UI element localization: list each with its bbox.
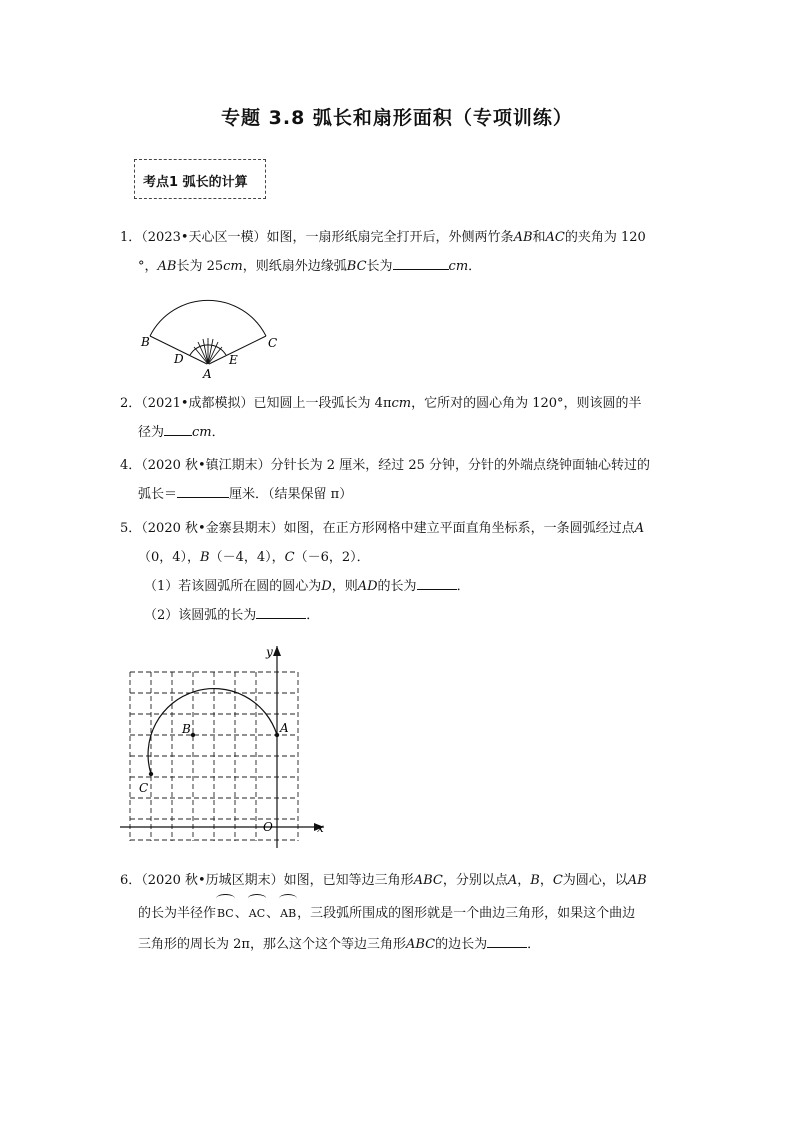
label-c: C	[139, 781, 149, 795]
unit-cm: cm	[391, 396, 412, 411]
var-b: B	[530, 873, 540, 888]
answer-blank[interactable]	[164, 421, 192, 436]
arc-ac: AC	[248, 899, 266, 928]
var-ab: AB	[627, 873, 647, 888]
question-source: （2020 秋•历城区期末）	[141, 873, 284, 888]
var-a: A	[634, 521, 645, 536]
circular-arc	[148, 689, 277, 774]
question-2	[120, 389, 680, 447]
question-5	[120, 514, 680, 630]
question-source: （2020 秋•金寨县期末）	[141, 521, 284, 536]
question-text: ．	[211, 425, 225, 440]
label-b: B	[182, 722, 191, 736]
question-text: ，它所对的圆心角为 120°，则该圆的半	[411, 396, 642, 411]
answer-blank[interactable]	[256, 604, 306, 619]
question-number: 1．	[120, 230, 142, 245]
question-number: 2．	[120, 396, 142, 411]
question-text: 和	[532, 230, 546, 245]
var-abc: ABC	[413, 873, 443, 888]
question-text: （0，4），	[138, 550, 201, 565]
point-c	[149, 772, 153, 776]
question-text: ，	[517, 873, 531, 888]
question-1	[120, 223, 680, 281]
question-text: 长为 25	[176, 259, 224, 274]
var-b: B	[200, 550, 210, 565]
label-origin: O	[263, 820, 273, 834]
label-e: E	[229, 353, 238, 367]
label-a: A	[280, 721, 289, 735]
question-text: ，则纸扇外边缘弧	[242, 259, 347, 274]
question-6	[120, 866, 680, 959]
label-y: y	[266, 645, 273, 659]
question-text: 三角形的周长为 2π，那么这个这个等边三角形	[138, 937, 406, 952]
answer-blank[interactable]	[487, 933, 527, 948]
arc-bc: BC	[216, 899, 235, 928]
question-text: 、	[266, 906, 280, 921]
question-text: 的夹角为 120	[564, 230, 646, 245]
question-text: （－4，4），	[209, 550, 285, 565]
var-abc: ABC	[405, 937, 436, 952]
question-text: ．	[527, 937, 541, 952]
question-text: 长为	[366, 259, 393, 274]
question-text: ．	[468, 259, 482, 274]
question-text: ．	[456, 579, 470, 594]
question-text: ，分别以点	[442, 873, 508, 888]
label-c: C	[268, 336, 278, 350]
question-number: 4．	[120, 458, 142, 473]
question-text: 分针长为 2 厘米，经过 25 分钟，分针的外端点绕钟面轴心转过的	[270, 458, 651, 473]
y-axis-arrow	[273, 646, 281, 656]
var-ac: AC	[545, 230, 565, 245]
question-text: 弧长＝	[138, 487, 178, 502]
answer-blank[interactable]	[417, 575, 457, 590]
question-text: （2）该圆弧的长为	[144, 608, 257, 623]
label-b: B	[141, 335, 150, 349]
var-ab: AB	[157, 259, 177, 274]
question-source: （2021•成都模拟）	[141, 396, 254, 411]
question-text: ，则	[331, 579, 358, 594]
point-b	[191, 733, 195, 737]
question-number: 6．	[120, 873, 142, 888]
var-ab: AB	[513, 230, 533, 245]
arc-ab: AB	[279, 899, 297, 928]
question-text: 径为	[138, 425, 165, 440]
question-text: 的边长为	[435, 937, 488, 952]
fan-outer-arc	[150, 300, 266, 336]
var-bc: BC	[346, 259, 367, 274]
question-source: （2020 秋•镇江期末）	[141, 458, 271, 473]
unit-cm: cm	[192, 425, 212, 440]
question-number: 5．	[120, 521, 142, 536]
section-label: 考点1 弧长的计算	[143, 175, 248, 190]
var-ad: AD	[357, 579, 378, 594]
question-text: 已知圆上一段弧长为 4π	[253, 396, 392, 411]
point-a	[275, 733, 279, 737]
question-text: 、	[234, 906, 248, 921]
question-text: 为圆心，以	[562, 873, 628, 888]
question-4	[120, 451, 680, 509]
answer-blank[interactable]	[177, 483, 229, 498]
question-text: （－6，2）．	[294, 550, 370, 565]
question-text: 如图，一扇形纸扇完全打开后，外侧两竹条	[266, 230, 514, 245]
var-d: D	[321, 579, 332, 594]
question-text: 如图，已知等边三角形	[283, 873, 414, 888]
unit-cm: cm	[223, 259, 243, 274]
var-a: A	[507, 873, 518, 888]
var-c: C	[552, 873, 563, 888]
question-text: ．	[306, 608, 320, 623]
question-text: ，三段弧所围成的图形就是一个曲边三角形，如果这个曲边	[297, 906, 636, 921]
answer-blank[interactable]	[393, 255, 449, 270]
grid-figure	[116, 640, 336, 850]
label-a: A	[203, 367, 212, 380]
grid-lines	[130, 672, 298, 841]
page-title: 专题 3.8 弧长和扇形面积（专项训练）	[221, 107, 573, 129]
question-text: °，	[138, 259, 158, 274]
label-x: x	[317, 821, 324, 835]
section-box	[134, 159, 266, 199]
question-text: 的长为	[377, 579, 417, 594]
question-text: 厘米．（结果保留 π）	[229, 487, 353, 502]
question-text: 的长为半径作	[138, 906, 217, 921]
question-text: （1）若该圆弧所在圆的圆心为	[144, 579, 322, 594]
question-text: 如图，在正方形网格中建立平面直角坐标系，一条圆弧经过点	[283, 521, 635, 536]
label-d: D	[174, 352, 184, 366]
question-text: ，	[539, 873, 553, 888]
question-source: （2023•天心区一模）	[141, 230, 267, 245]
var-c: C	[284, 550, 295, 565]
fan-figure	[136, 292, 286, 380]
unit-cm: cm	[448, 259, 469, 274]
